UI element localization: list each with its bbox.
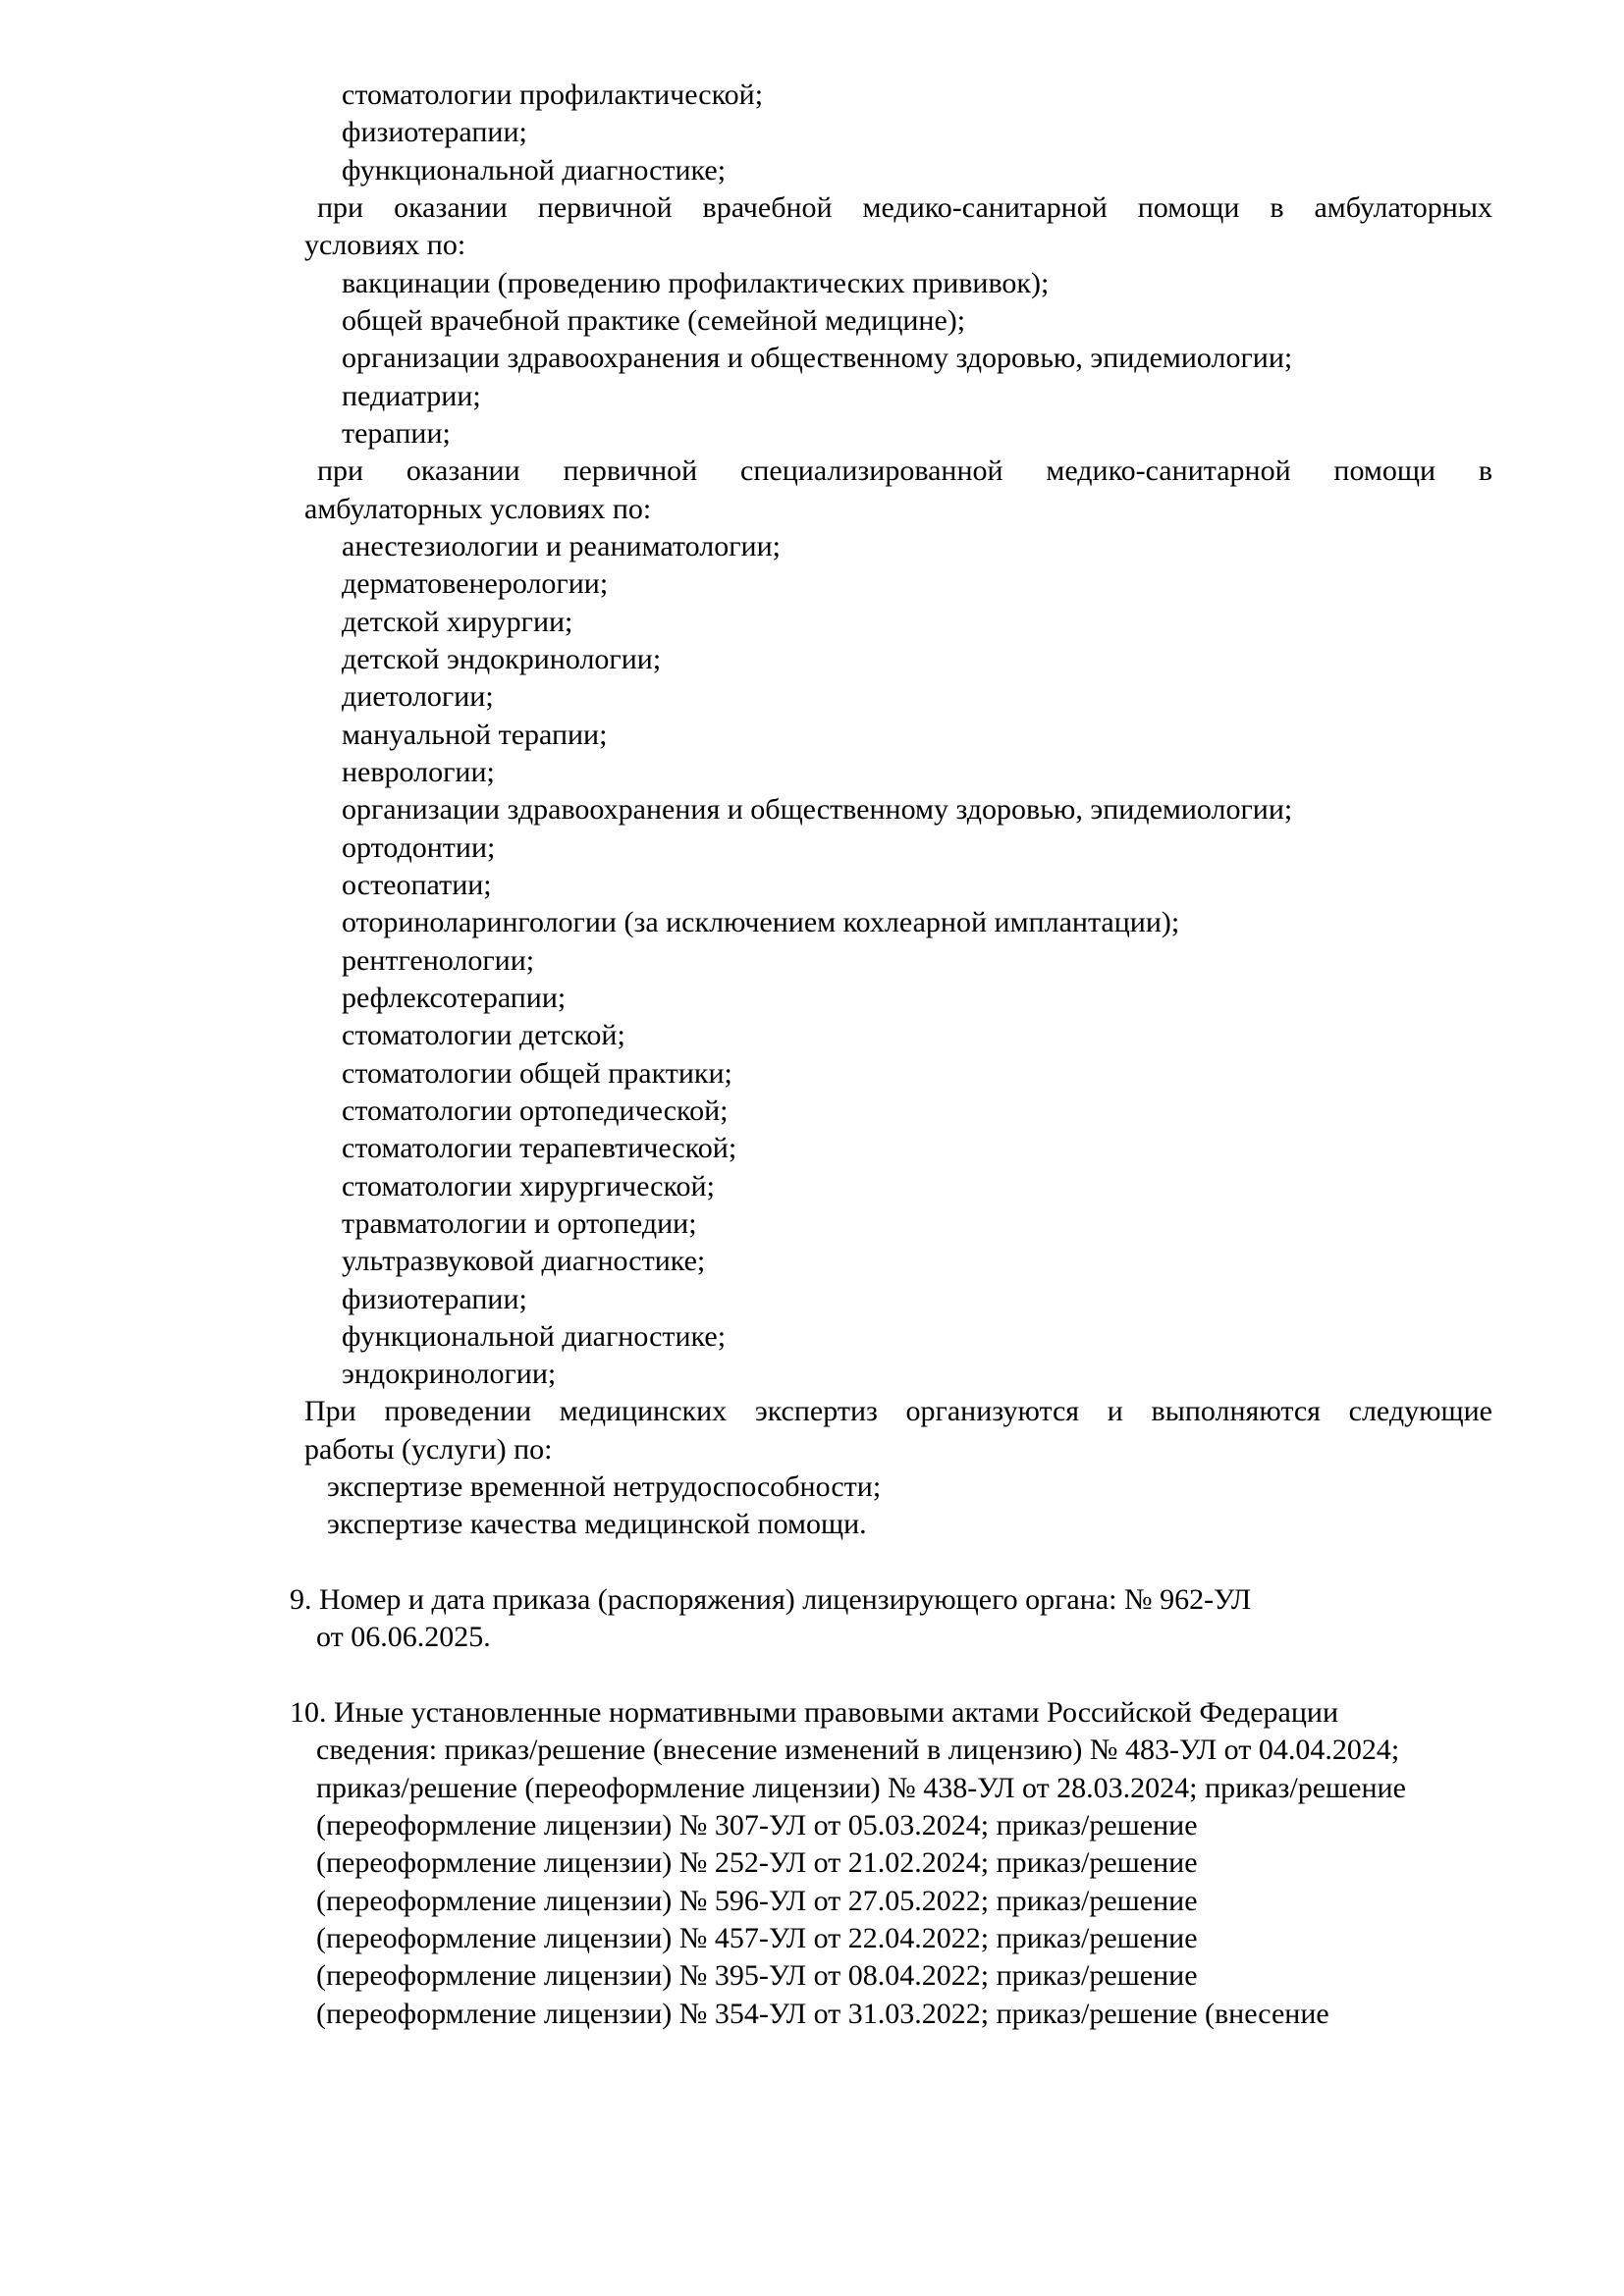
text-line: приказ/решение (переоформление лицензии) № 438-УЛ от 28.03.2024; приказ/решение	[316, 1771, 1406, 1804]
text-line: сведения: приказ/решение (внесение изменений в лицензию) № 483-УЛ от 04.04.2024;	[316, 1734, 1400, 1767]
text-line: рефлексотерапии;	[342, 981, 567, 1014]
text-line: при оказании первичной специализированной медико-санитарной помощи в	[317, 454, 1492, 488]
text-line: вакцинации (проведению профилактических прививок);	[342, 266, 1050, 299]
text-line: оториноларингологии (за исключением кохлеарной имплантации);	[342, 906, 1180, 939]
text-line: 9. Номер и дата приказа (распоряжения) лицензирующего органа: № 962-УЛ	[290, 1583, 1252, 1617]
text-line: физиотерапии;	[342, 116, 527, 149]
text-line: (переоформление лицензии) № 596-УЛ от 27.05.2022; приказ/решение	[316, 1884, 1198, 1917]
text-line: физиотерапии;	[342, 1282, 527, 1315]
text-line: ортодонтии;	[342, 830, 496, 864]
text-line: неврологии;	[342, 755, 495, 788]
text-line: организации здравоохранения и общественному здоровью, эпидемиологии;	[342, 342, 1293, 375]
text-line: диетологии;	[342, 680, 494, 714]
text-line: функциональной диагностике;	[342, 1319, 727, 1353]
text-line: детской хирургии;	[342, 605, 573, 638]
text-line: амбулаторных условиях по:	[304, 492, 652, 525]
text-line: остеопатии;	[342, 868, 492, 901]
text-line: дерматовенерологии;	[342, 567, 609, 601]
text-line: рентгенологии;	[342, 943, 535, 977]
text-line: мануальной терапии;	[342, 718, 608, 751]
blank-line	[290, 1657, 1492, 1694]
text-line: детской эндокринологии;	[342, 642, 662, 675]
text-line: общей врачебной практике (семейной медицине);	[342, 303, 966, 337]
text-line: педиатрии;	[342, 379, 481, 412]
text-line: (переоформление лицензии) № 457-УЛ от 22.04.2022; приказ/решение	[316, 1922, 1198, 1955]
text-line: 10. Иные установленные нормативными правовыми актами Российской Федерации	[290, 1696, 1339, 1730]
text-line: (переоформление лицензии) № 395-УЛ от 08.04.2022; приказ/решение	[316, 1959, 1198, 1993]
text-line: стоматологии профилактической;	[342, 79, 764, 111]
text-line: стоматологии хирургической;	[342, 1169, 715, 1202]
text-line: экспертизе временной нетрудоспособности;	[327, 1470, 882, 1504]
text-line: ультразвуковой диагностике;	[342, 1245, 706, 1278]
text-line: организации здравоохранения и общественному здоровью, эпидемиологии;	[342, 793, 1293, 827]
text-line: (переоформление лицензии) № 354-УЛ от 31.03.2022; приказ/решение (внесение	[316, 1997, 1329, 2030]
text-line: стоматологии терапевтической;	[342, 1132, 737, 1165]
text-line: (переоформление лицензии) № 307-УЛ от 05.03.2024; приказ/решение	[316, 1809, 1198, 1842]
blank-line	[290, 1544, 1492, 1581]
text-line: эндокринологии;	[342, 1358, 557, 1391]
text-line: стоматологии ортопедической;	[342, 1094, 729, 1127]
text-line: от 06.06.2025.	[316, 1621, 491, 1654]
text-line: условиях по:	[304, 229, 466, 262]
text-line: функциональной диагностике;	[342, 153, 727, 187]
text-line: (переоформление лицензии) № 252-УЛ от 21.02.2024; приказ/решение	[316, 1846, 1198, 1880]
text-line: стоматологии общей практики;	[342, 1056, 732, 1090]
text-line: при оказании первичной врачебной медико-санитарной помощи в амбулаторных	[317, 190, 1492, 224]
text-line: экспертизе качества медицинской помощи.	[327, 1508, 867, 1541]
text-line: анестезиологии и реаниматологии;	[342, 529, 781, 562]
text-line: терапии;	[342, 416, 451, 450]
text-line: работы (услуги) по:	[304, 1432, 553, 1466]
text-line: стоматологии детской;	[342, 1019, 625, 1052]
text-line: При проведении медицинских экспертиз организуются и выполняются следующие	[304, 1395, 1492, 1428]
document-body	[290, 77, 1492, 2033]
text-line: травматологии и ортопедии;	[342, 1206, 697, 1240]
